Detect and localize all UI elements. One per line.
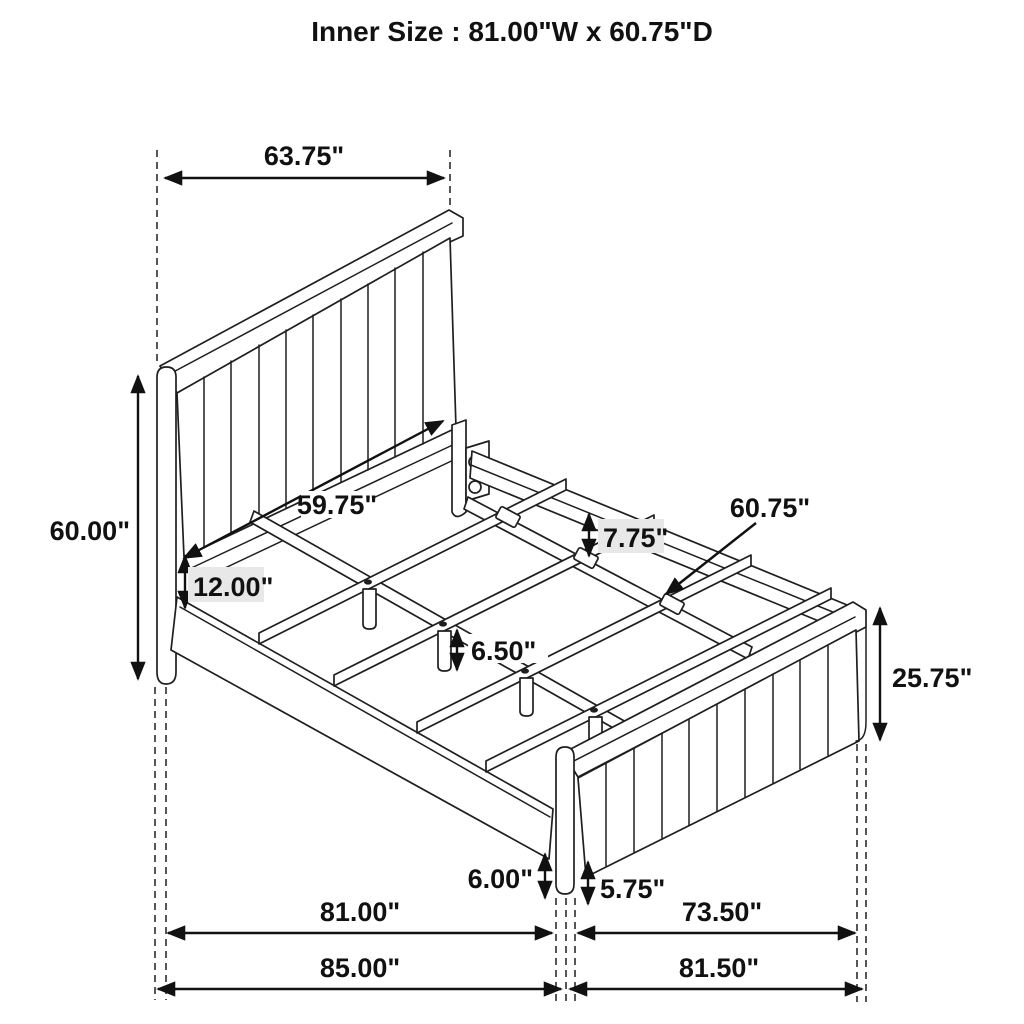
dim-label: 25.75" bbox=[892, 663, 973, 693]
dimension-annotations bbox=[50, 141, 973, 989]
dim-label: 59.75" bbox=[296, 490, 378, 520]
headboard-right-post-leg bbox=[452, 420, 466, 517]
dim-label: 63.75" bbox=[263, 141, 345, 171]
dim-inner-width bbox=[168, 897, 552, 933]
dim-label: 5.75" bbox=[600, 874, 666, 904]
dim-overall-width bbox=[158, 953, 561, 989]
footboard bbox=[556, 602, 866, 894]
dim-center-leg-height bbox=[457, 630, 548, 670]
dim-label: 81.50" bbox=[678, 953, 760, 983]
footboard-front-post bbox=[556, 747, 574, 894]
dim-label: 6.50" bbox=[471, 636, 537, 666]
dim-panel-rail-gap bbox=[185, 556, 273, 608]
dim-label: 60.75" bbox=[729, 493, 811, 523]
bed-line-art bbox=[157, 210, 866, 894]
support-leg bbox=[363, 589, 376, 629]
diagram-title: Inner Size : 81.00"W x 60.75"D bbox=[311, 16, 713, 47]
dim-label: 60.00" bbox=[49, 516, 130, 546]
dim-label: 81.00" bbox=[319, 897, 401, 927]
dim-rail-center-rail-gap bbox=[589, 514, 668, 556]
screw-dot bbox=[590, 707, 598, 712]
dim-label: 7.75" bbox=[603, 523, 669, 553]
screw-dot bbox=[439, 621, 447, 626]
dim-label: 6.00" bbox=[467, 864, 533, 894]
dim-rail-clearance bbox=[468, 854, 545, 898]
dim-headboard-top-width bbox=[165, 141, 444, 178]
dim-label: 12.00" bbox=[193, 572, 274, 602]
dim-headboard-height bbox=[50, 376, 138, 679]
dim-label: 73.50" bbox=[681, 897, 763, 927]
support-leg bbox=[438, 631, 451, 671]
support-leg bbox=[520, 678, 533, 716]
screw-dot bbox=[364, 579, 372, 584]
dim-footboard-height bbox=[880, 608, 972, 740]
dim-overall-length bbox=[570, 953, 862, 989]
screw-dot bbox=[521, 668, 529, 673]
dim-label: 85.00" bbox=[319, 953, 401, 983]
bracket-screw-hole bbox=[469, 481, 481, 493]
